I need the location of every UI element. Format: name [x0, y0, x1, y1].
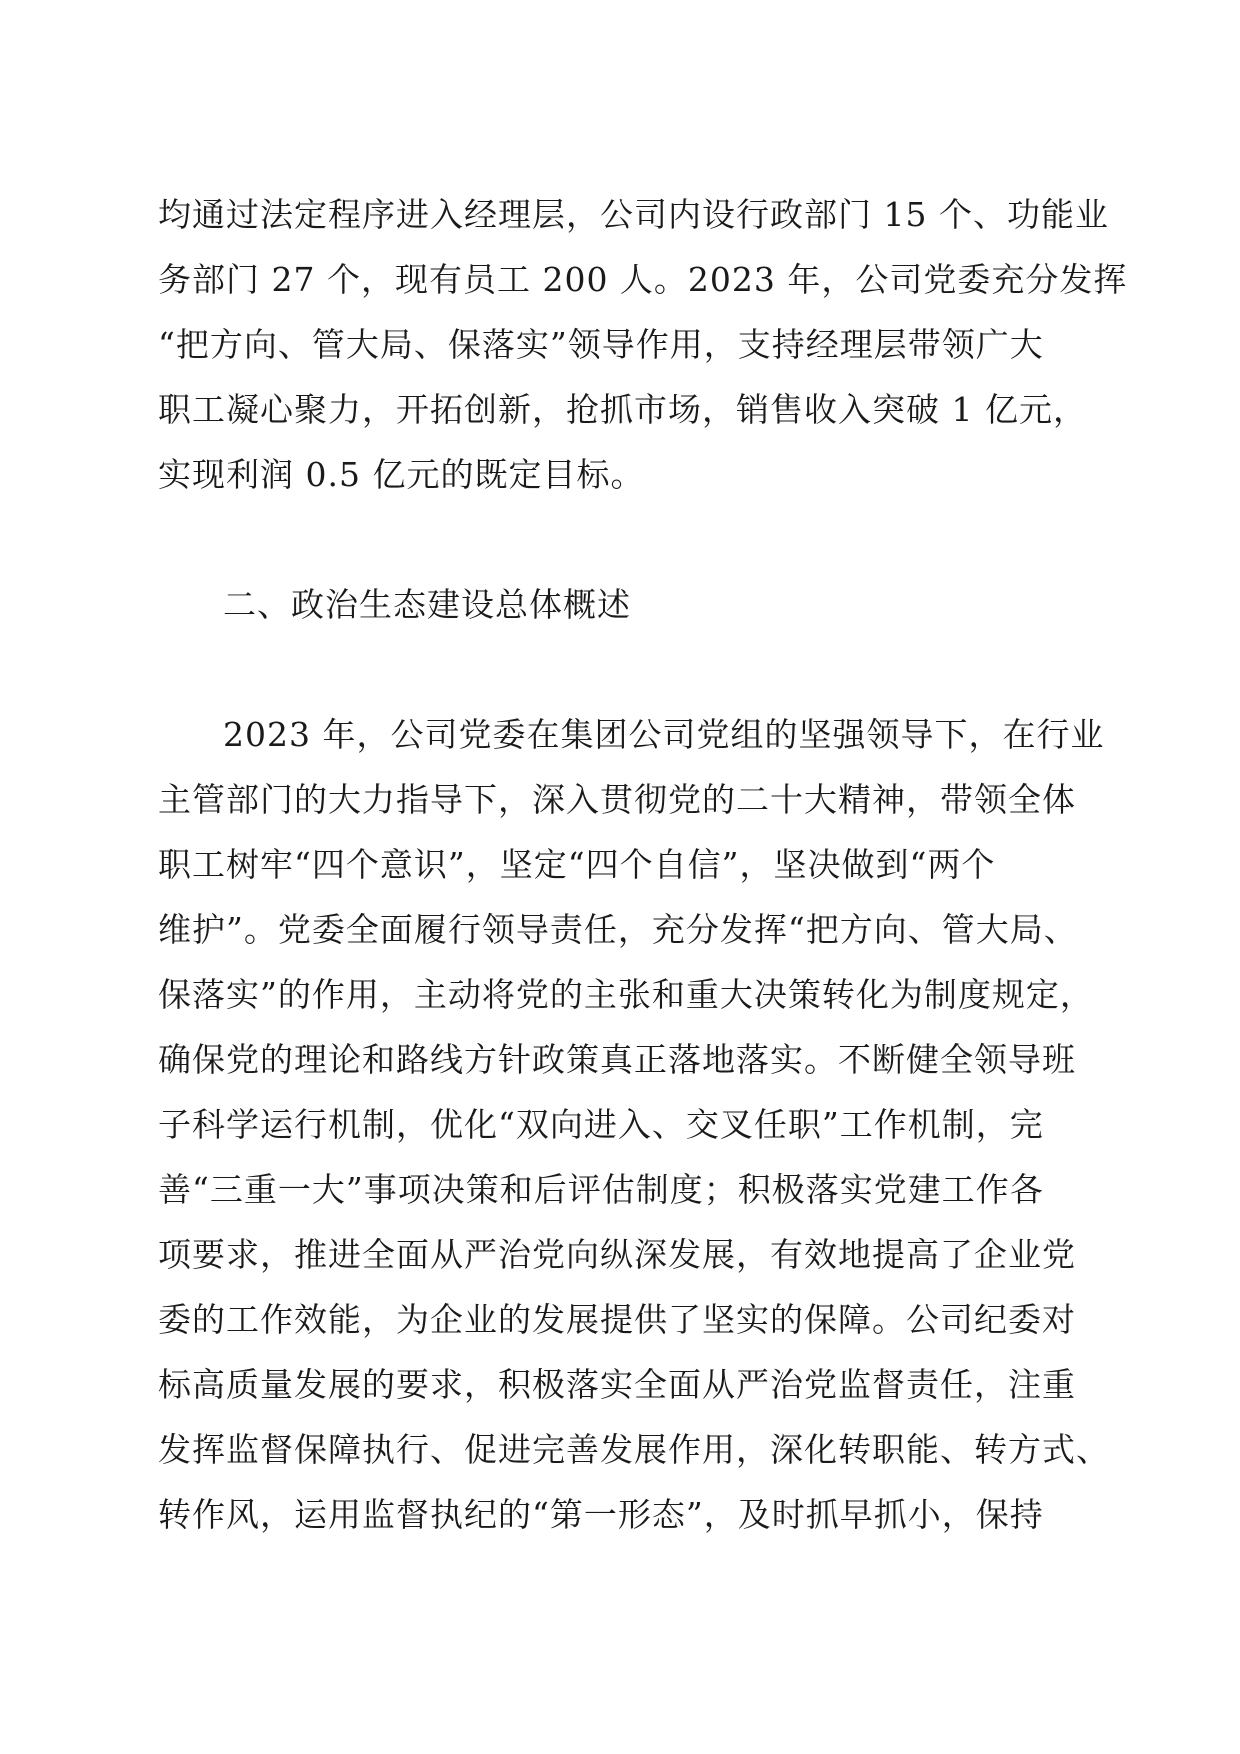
paragraph-line: 务部门 27 个，现有员工 200 人。2023 年，公司党委充分发挥 — [158, 260, 1128, 299]
paragraph-line: 项要求，推进全面从严治党向纵深发展，有效地提高了企业党 — [158, 1235, 1076, 1274]
paragraph-line: 子科学运行机制，优化“双向进入、交叉任职”工作机制，完 — [158, 1105, 1044, 1144]
paragraph-line: 善“三重一大”事项决策和后评估制度；积极落实党建工作各 — [158, 1170, 1044, 1209]
paragraph-line: 职工树牢“四个意识”，坚定“四个自信”，坚决做到“两个 — [158, 845, 996, 884]
paragraph-line: 职工凝心聚力，开拓创新，抢抓市场，销售收入突破 1 亿元， — [158, 390, 1087, 429]
paragraph-line: 标高质量发展的要求，积极落实全面从严治党监督责任，注重 — [158, 1365, 1076, 1404]
paragraph-line: 转作风，运用监督执纪的“第一形态”，及时抓早抓小，保持 — [158, 1495, 1044, 1534]
paragraph-line: 确保党的理论和路线方针政策真正落地落实。不断健全领导班 — [158, 1040, 1076, 1079]
paragraph-line: 2023 年，公司党委在集团公司党组的坚强领导下，在行业 — [223, 715, 1105, 754]
paragraph-line: 发挥监督保障执行、促进完善发展作用，深化转职能、转方式、 — [158, 1430, 1110, 1469]
paragraph-line: 实现利润 0.5 亿元的既定目标。 — [158, 455, 645, 494]
paragraph-line: “把方向、管大局、保落实”领导作用，支持经理层带领广大 — [158, 325, 1044, 364]
section-heading: 二、政治生态建设总体概述 — [223, 585, 631, 624]
paragraph-line: 主管部门的大力指导下，深入贯彻党的二十大精神，带领全体 — [158, 780, 1076, 819]
paragraph-line: 委的工作效能，为企业的发展提供了坚实的保障。公司纪委对 — [158, 1300, 1076, 1339]
paragraph-line: 维护”。党委全面履行领导责任，充分发挥“把方向、管大局、 — [158, 910, 1078, 949]
paragraph-line: 均通过法定程序进入经理层，公司内设行政部门 15 个、功能业 — [158, 195, 1109, 234]
paragraph-line: 保落实”的作用，主动将党的主张和重大决策转化为制度规定， — [158, 975, 1094, 1014]
